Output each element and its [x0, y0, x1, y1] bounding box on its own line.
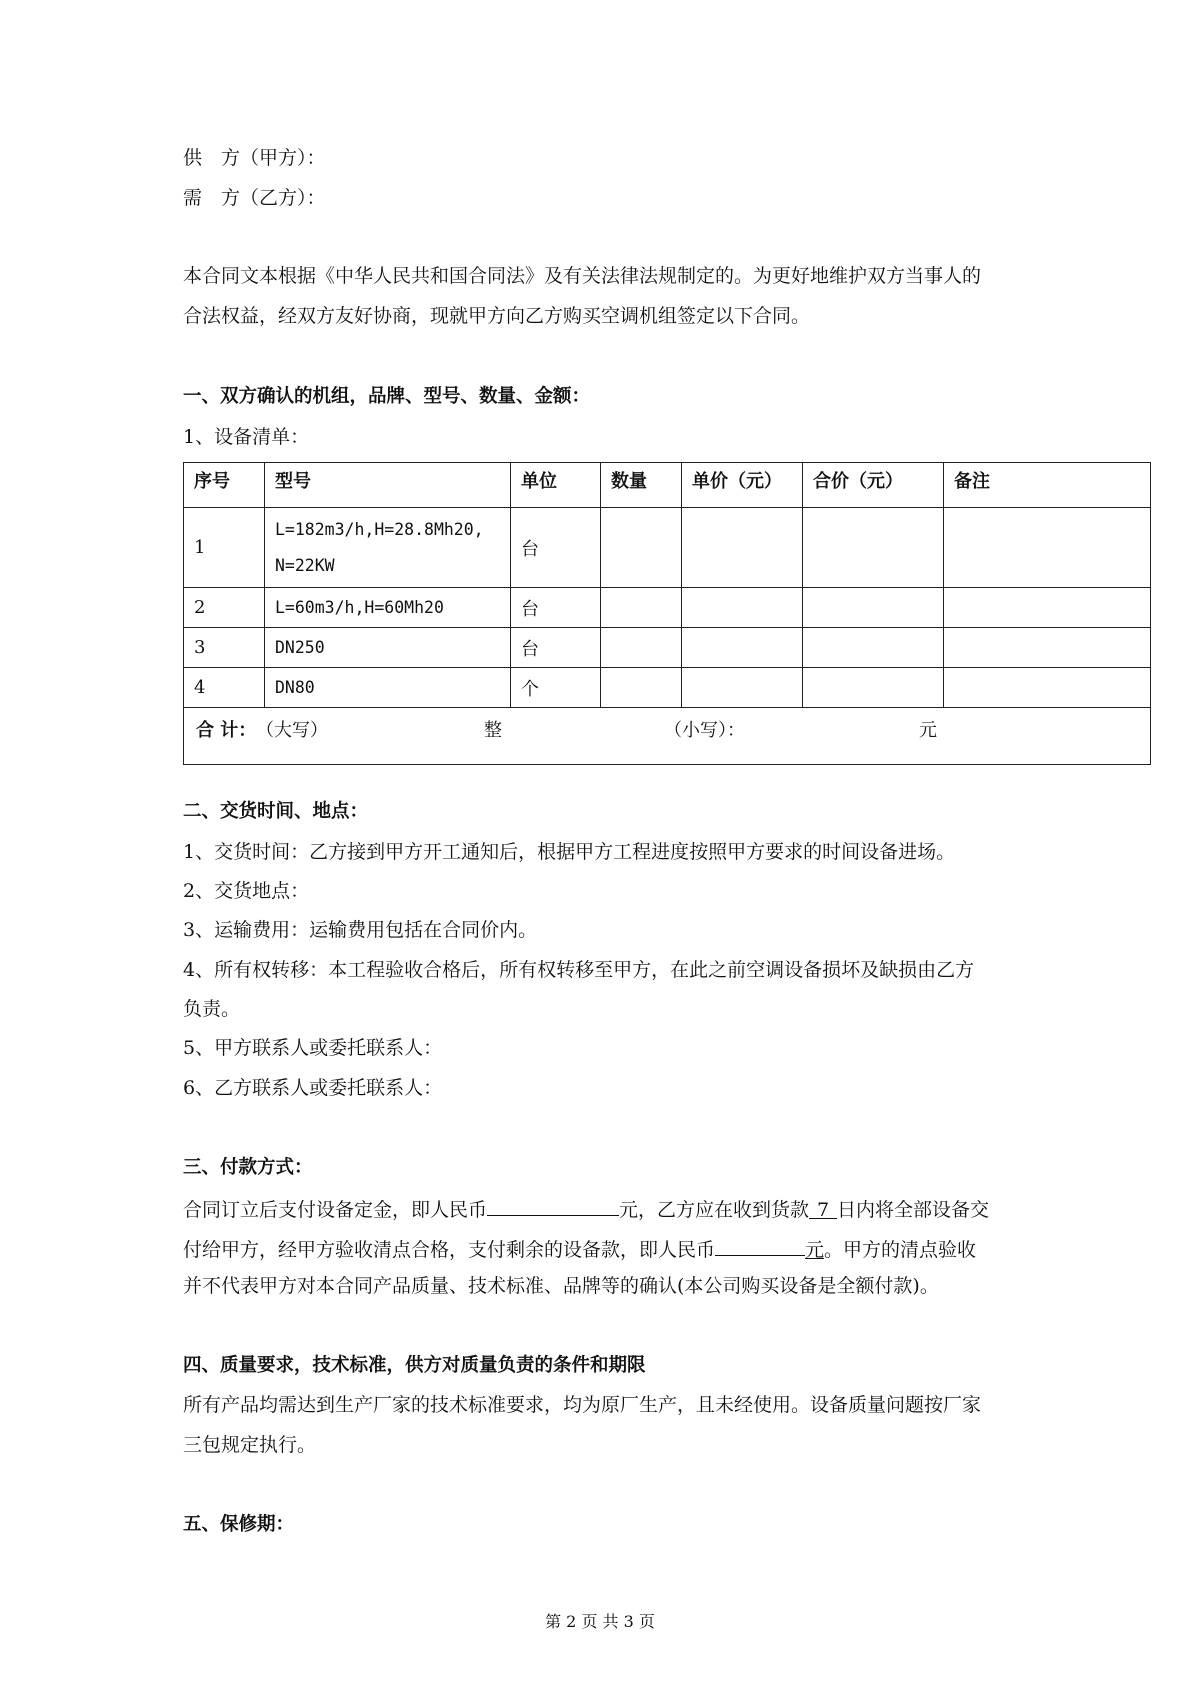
intro-line-2: 合法权益，经双方友好协商，现就甲方向乙方购买空调机组签定以下合同。 — [183, 305, 811, 327]
table-row — [184, 508, 1151, 588]
page-number: 第 2 页 共 3 页 — [545, 1612, 655, 1631]
intro-line-1: 本合同文本根据《中华人民共和国合同法》及有关法律法规制定的。为更好地维护双方当事人的 — [183, 265, 982, 287]
row-unit-price[interactable] — [682, 508, 803, 588]
header-cell-model: 型号 — [265, 463, 511, 508]
payment-text: 。甲方的清点验收 — [824, 1239, 977, 1261]
row-remark[interactable] — [944, 668, 1151, 708]
delivery-days: 7 — [809, 1198, 837, 1219]
section-2-item: 1、交货时间：乙方接到甲方开工通知后，根据甲方工程进度按照甲方要求的时间设备进场。 — [183, 841, 956, 863]
row-qty[interactable] — [601, 508, 682, 588]
row-unit: 个 — [511, 668, 601, 708]
payment-text: 付给甲方，经甲方验收清点合格，支付剩余的设备款，即人民币 — [183, 1239, 716, 1261]
payment-line-1 — [183, 1195, 989, 1222]
row-model: DN250 — [265, 628, 511, 668]
payment-text: 元，乙方应在收到货款 — [619, 1199, 810, 1221]
row-model — [265, 508, 511, 588]
header-cell-unit: 单位 — [511, 463, 601, 508]
row-remark[interactable] — [944, 508, 1151, 588]
section-2-item: 4、所有权转移：本工程验收合格后，所有权转移至甲方，在此之前空调设备损坏及缺损由乙方 — [183, 959, 975, 981]
row-unit-price[interactable] — [682, 588, 803, 628]
section-1-subtitle: 1、设备清单： — [183, 426, 310, 448]
row-model: L=60m3/h,H=60Mh20 — [265, 588, 511, 628]
deposit-amount-blank[interactable] — [487, 1195, 619, 1216]
row-total-price[interactable] — [803, 588, 944, 628]
row-total-price[interactable] — [803, 628, 944, 668]
row-model-line-1: L=182m3/h,H=28.8Mh20, — [275, 519, 484, 539]
table-row — [184, 668, 1151, 708]
section-2-title: 二、交货时间、地点： — [183, 801, 369, 822]
section-2-item: 负责。 — [183, 998, 241, 1020]
row-unit: 台 — [511, 628, 601, 668]
payment-text: 日内将全部设备交 — [837, 1199, 990, 1221]
total-upper-label: （大写） — [256, 720, 328, 741]
remaining-amount-blank[interactable] — [715, 1235, 805, 1256]
section-5-title: 五、保修期： — [183, 1514, 295, 1535]
table-header-row — [184, 463, 1151, 508]
row-no: 4 — [184, 668, 265, 708]
row-total-price[interactable] — [803, 508, 944, 588]
row-model-line-2: N=22KW — [275, 555, 335, 575]
row-qty[interactable] — [601, 628, 682, 668]
supplier-label: 供 方（甲方）： — [183, 147, 326, 169]
section-1-title: 一、双方确认的机组，品牌、型号、数量、金额： — [183, 386, 591, 407]
header-cell-no: 序号 — [184, 463, 265, 508]
row-remark[interactable] — [944, 628, 1151, 668]
header-cell-total-price: 合价（元） — [803, 463, 944, 508]
table-row — [184, 628, 1151, 668]
total-yuan: 元 — [919, 720, 937, 741]
payment-yuan: 元 — [805, 1239, 825, 1261]
row-remark[interactable] — [944, 588, 1151, 628]
buyer-label: 需 方（乙方）： — [183, 187, 326, 209]
table-total-row — [184, 708, 1151, 765]
equipment-table — [183, 462, 1151, 765]
section-3-title: 三、付款方式： — [183, 1157, 313, 1178]
section-4-title: 四、质量要求，技术标准，供方对质量负责的条件和期限 — [183, 1355, 646, 1376]
payment-line-2 — [183, 1235, 976, 1262]
header-cell-remark: 备注 — [944, 463, 1151, 508]
row-no: 1 — [184, 508, 265, 588]
row-no: 2 — [184, 588, 265, 628]
row-model: DN80 — [265, 668, 511, 708]
header-cell-unit-price: 单价（元） — [682, 463, 803, 508]
total-lower-label: （小写）： — [664, 720, 745, 741]
row-unit: 台 — [511, 508, 601, 588]
section-2-item: 5、甲方联系人或委托联系人： — [183, 1037, 443, 1059]
table-row — [184, 588, 1151, 628]
payment-line-3: 并不代表甲方对本合同产品质量、技术标准、品牌等的确认(本公司购买设备是全额付款)。 — [183, 1275, 939, 1297]
total-label: 合 计： — [196, 720, 257, 741]
row-unit: 台 — [511, 588, 601, 628]
total-zheng: 整 — [484, 720, 502, 741]
row-unit-price[interactable] — [682, 628, 803, 668]
section-2-item: 2、交货地点： — [183, 880, 310, 902]
payment-text: 合同订立后支付设备定金，即人民币 — [183, 1199, 488, 1221]
section-2-item: 3、运输费用：运输费用包括在合同价内。 — [183, 919, 538, 941]
total-cell — [184, 708, 1151, 765]
header-cell-qty: 数量 — [601, 463, 682, 508]
row-qty[interactable] — [601, 588, 682, 628]
row-no: 3 — [184, 628, 265, 668]
row-total-price[interactable] — [803, 668, 944, 708]
quality-line-1: 所有产品均需达到生产厂家的技术标准要求，均为原厂生产，且未经使用。设备质量问题按厂家 — [183, 1394, 982, 1416]
section-2-item: 6、乙方联系人或委托联系人： — [183, 1077, 443, 1099]
row-unit-price[interactable] — [682, 668, 803, 708]
row-qty[interactable] — [601, 668, 682, 708]
quality-line-2: 三包规定执行。 — [183, 1434, 317, 1456]
